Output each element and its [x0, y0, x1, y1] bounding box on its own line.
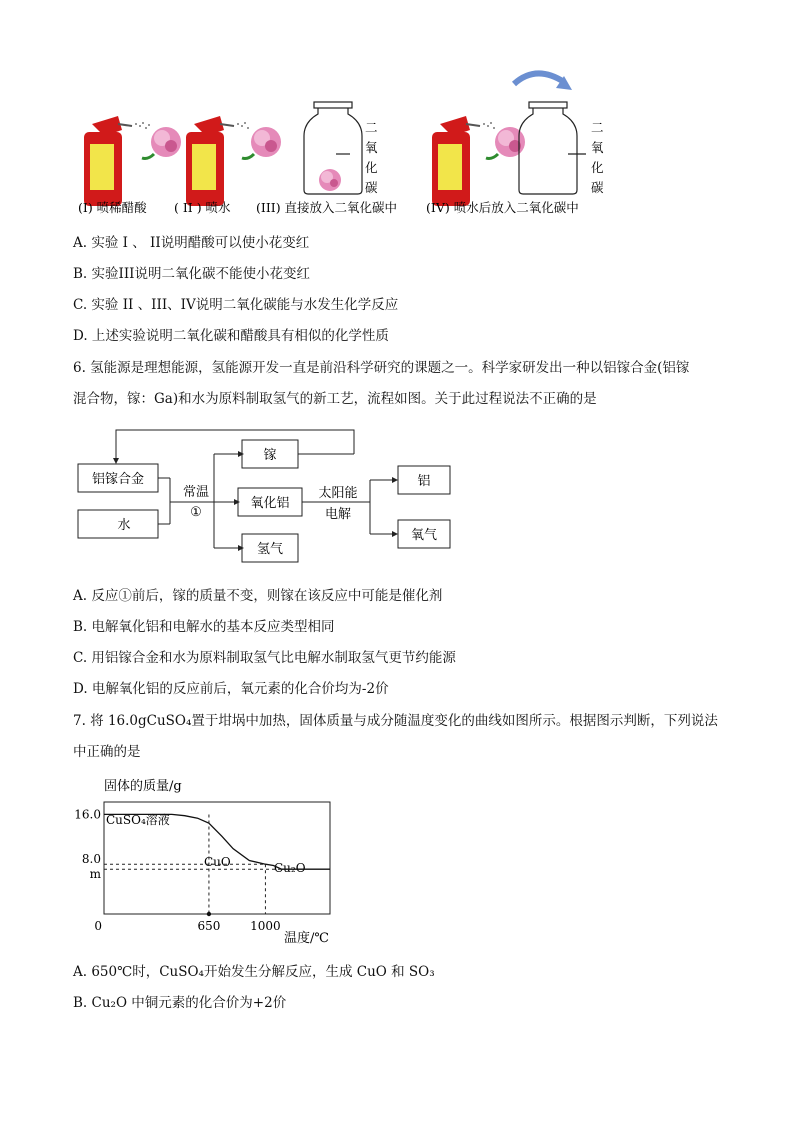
figure-caption: (III) 直接放入二氧化碳中 [256, 200, 398, 215]
option-a: A. 650℃时，CuSO₄开始发生分解反应，生成 CuO 和 SO₃ [73, 964, 435, 980]
option-a: A. 实验 I 、 II说明醋酸可以使小花变红 [73, 235, 310, 251]
question-stem: 6. 氢能源是理想能源，氢能源开发一直是前沿科学研究的课题之一。科学家研发出一种以铝镓合金(铝镓 [73, 360, 690, 376]
tick-dot-650 [207, 912, 211, 916]
question-stem: 中正确的是 [73, 744, 141, 760]
figure-caption: (IV) 喷水后放入二氧化碳中 [426, 200, 579, 215]
curved-arrow-icon [514, 73, 572, 90]
mass-temperature-chart [70, 772, 360, 952]
flower-icon [319, 169, 341, 191]
flower-icon [242, 127, 281, 159]
question-stem: 混合物，镓：Ga)和水为原料制取氢气的新工艺，流程如图。关于此过程说法不正确的是 [73, 391, 597, 407]
x-axis-label: 温度/℃ [284, 931, 329, 946]
flow-box-alumina: 氧化铝 [250, 496, 290, 511]
annotation-cuso4: CuSO₄溶液 [106, 813, 170, 827]
flow-box-oxygen: 氧气 [410, 528, 438, 543]
x-tick-label: 1000 [250, 919, 281, 933]
flow-condition: ① [190, 505, 202, 520]
option-d: D. 电解氧化铝的反应前后，氧元素的化合价均为-2价 [73, 681, 389, 697]
experiment-figure [70, 66, 610, 220]
flow-box-gallium: 镓 [263, 448, 277, 463]
question-stem: 7. 将 16.0gCuSO₄置于坩埚中加热，固体质量与成分随温度变化的曲线如图所示。根据图示判断，下列说法 [73, 713, 718, 729]
flow-box-alloy: 铝镓合金 [91, 472, 145, 487]
spray-bottle-icon [186, 116, 234, 206]
figure-caption: ( II ) 喷水 [174, 200, 231, 215]
gas-jar-icon [519, 102, 586, 194]
gas-label-char: 化 [591, 160, 604, 175]
annotation-cu2o: Cu₂O [274, 861, 306, 875]
flow-condition: 太阳能 [318, 486, 358, 501]
gas-label-char: 氧 [591, 140, 604, 155]
spray-mist-icon [483, 122, 495, 129]
spray-bottle-icon [84, 116, 132, 206]
x-tick-label: 0 [94, 919, 102, 933]
option-a: A. 反应①前后，镓的质量不变，则镓在该反应中可能是催化剂 [73, 588, 443, 604]
flow-condition: 常温 [182, 485, 210, 500]
option-b: B. Cu₂O 中铜元素的化合价为+2价 [73, 995, 287, 1011]
option-d: D. 上述实验说明二氧化碳和醋酸具有相似的化学性质 [73, 328, 389, 344]
option-b: B. 实验III说明二氧化碳不能使小花变红 [73, 266, 311, 282]
y-tick-label: 8.0 [81, 852, 101, 867]
option-c: C. 实验 II 、III、IV说明二氧化碳能与水发生化学反应 [73, 297, 399, 313]
gas-label-char: 化 [365, 160, 378, 175]
option-b: B. 电解氧化铝和电解水的基本反应类型相同 [73, 619, 335, 635]
y-tick-label: 16.0 [74, 807, 101, 822]
gas-label-char: 碳 [365, 180, 378, 195]
annotation-cuo: CuO [204, 855, 231, 869]
flow-box-water: 水 [117, 518, 131, 533]
spray-bottle-icon [432, 116, 480, 206]
spray-mist-icon [237, 122, 249, 129]
y-tick-label: m [89, 867, 101, 882]
flow-box-hydrogen: 氢气 [256, 542, 284, 557]
y-axis-label: 固体的质量/g [104, 779, 182, 794]
figure-caption: (I) 喷稀醋酸 [78, 200, 147, 215]
option-c: C. 用铝镓合金和水为原料制取氢气比电解水制取氢气更节约能源 [73, 650, 456, 666]
gas-label-char: 氧 [365, 140, 378, 155]
gas-label-char: 二 [591, 120, 604, 135]
x-tick-label: 650 [197, 919, 221, 933]
spray-mist-icon [135, 122, 150, 129]
gas-label-char: 二 [365, 120, 378, 135]
flower-icon [142, 127, 181, 159]
flow-condition: 电解 [324, 507, 352, 522]
flow-box-aluminum: 铝 [417, 474, 431, 489]
gas-label-char: 碳 [591, 180, 604, 195]
process-flow-diagram [70, 424, 470, 572]
